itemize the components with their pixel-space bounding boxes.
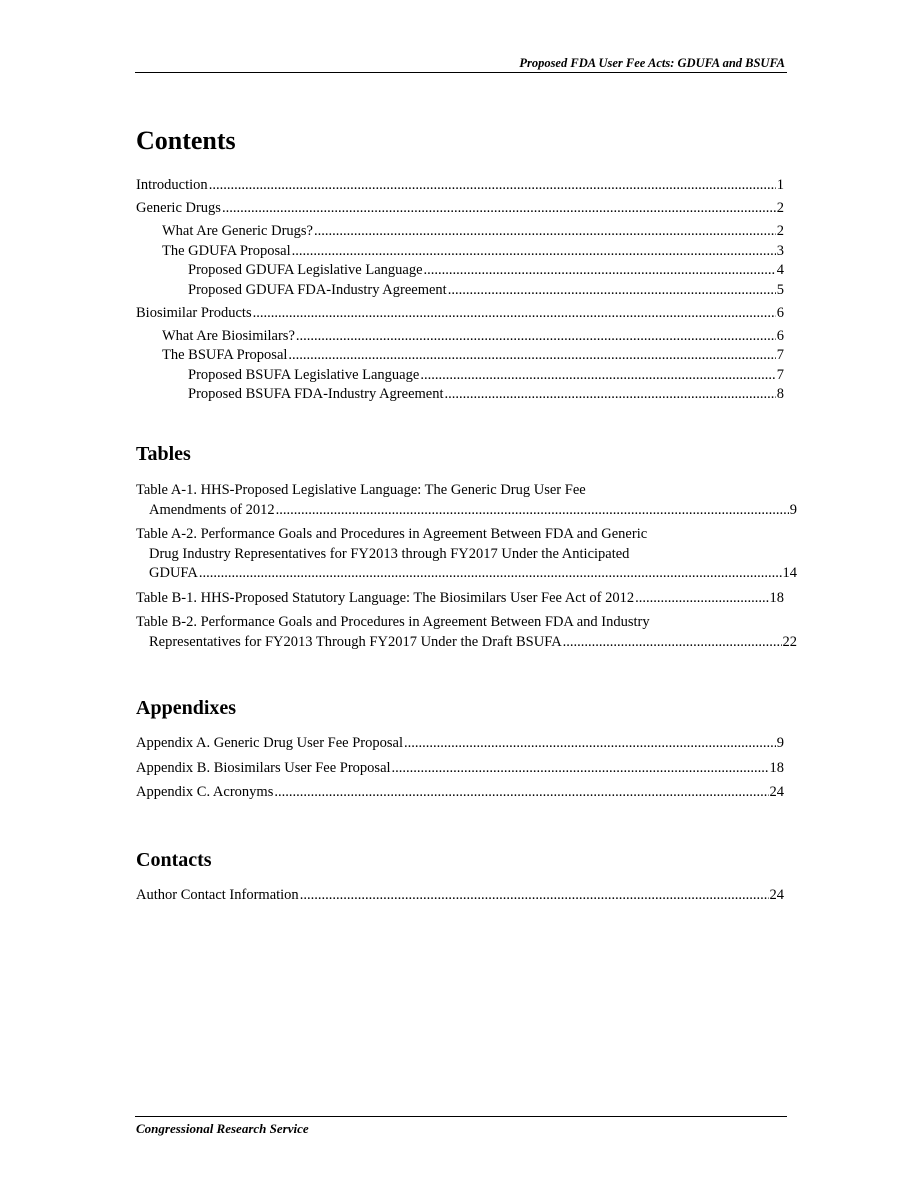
tables-list: [136, 481, 797, 652]
toc-entry-appendix-b[interactable]: [136, 759, 784, 779]
contacts-heading: Contacts: [136, 849, 212, 871]
toc-page: 2: [776, 200, 784, 216]
toc-page: 18: [769, 759, 784, 776]
toc-label-line: Table B-2. Performance Goals and Procedures in Agreement Between FDA and Industry: [136, 614, 650, 630]
toc-page: 7: [776, 347, 784, 363]
toc-label: Appendix A. Generic Drug User Fee Proposal: [136, 735, 403, 751]
toc-page: 18: [769, 589, 784, 606]
toc-page: 3: [776, 242, 784, 259]
appendixes-list: [136, 734, 784, 808]
toc-label: Proposed BSUFA FDA-Industry Agreement: [188, 386, 444, 402]
toc-leader: [296, 327, 776, 347]
toc-label-line: Drug Industry Representatives for FY2013 through FY2017 Under the Anticipated: [149, 545, 630, 562]
toc-leader: [392, 759, 769, 779]
appendixes-heading: Appendixes: [136, 697, 237, 719]
toc-page: 4: [776, 262, 784, 278]
toc-page: 24: [769, 784, 784, 800]
toc-label: The BSUFA Proposal: [162, 347, 288, 363]
toc-label: Generic Drugs: [136, 200, 221, 216]
toc-label: Biosimilar Products: [136, 304, 252, 321]
toc-page: 14: [782, 565, 797, 581]
toc-entry-table-a2[interactable]: [136, 525, 797, 584]
toc-page: 7: [776, 366, 784, 383]
toc-entry-table-a1[interactable]: [136, 481, 797, 520]
header-rule: [135, 72, 787, 73]
footer-rule: [135, 1116, 787, 1117]
toc-label-line: Table A-1. HHS-Proposed Legislative Language: The Generic Drug User Fee: [136, 482, 586, 498]
toc-label-line: Table A-2. Performance Goals and Procedures in Agreement Between FDA and Generic: [136, 526, 648, 542]
toc-entry-generic-drugs[interactable]: [136, 199, 784, 219]
toc-leader: [448, 281, 776, 301]
toc-leader: [222, 199, 776, 219]
toc-leader: [314, 222, 776, 242]
toc-page: 1: [776, 177, 784, 193]
toc-page: 2: [776, 223, 784, 239]
toc-leader: [445, 385, 776, 405]
toc-label: What Are Generic Drugs?: [162, 223, 313, 239]
toc-page: 9: [776, 735, 784, 751]
toc-page: 6: [776, 327, 784, 344]
toc-entry-bsufa-industry-agreement[interactable]: [136, 385, 784, 405]
contents-heading: Contents: [136, 126, 236, 155]
toc-label: Author Contact Information: [136, 887, 299, 903]
toc-leader: [420, 366, 775, 386]
toc-entry-gdufa-legislative-language[interactable]: [136, 261, 784, 281]
toc-entry-introduction[interactable]: [136, 176, 784, 196]
toc-label: Introduction: [136, 177, 208, 193]
toc-entry-gdufa-industry-agreement[interactable]: [136, 281, 784, 301]
toc-label: The GDUFA Proposal: [162, 242, 291, 259]
toc-page: 6: [776, 304, 784, 321]
toc-entry-appendix-c[interactable]: [136, 783, 784, 803]
toc-label: What Are Biosimilars?: [162, 327, 295, 344]
toc-entry-gdufa-proposal[interactable]: [136, 242, 784, 262]
toc-label: Table B-1. HHS-Proposed Statutory Language: The Biosimilars User Fee Act of 2012: [136, 589, 635, 606]
toc-leader: [300, 886, 769, 906]
toc-leader: [563, 633, 782, 653]
toc-entry-table-b2[interactable]: [136, 613, 797, 652]
toc-entry-appendix-a[interactable]: [136, 734, 784, 754]
toc-leader: [253, 304, 776, 324]
toc-leader: [209, 176, 776, 196]
toc-entry-bsufa-legislative-language[interactable]: [136, 366, 784, 386]
toc-leader: [424, 261, 776, 281]
toc-page: 8: [776, 386, 784, 402]
running-footer: Congressional Research Service: [136, 1121, 309, 1136]
running-header: Proposed FDA User Fee Acts: GDUFA and BSUFA: [519, 56, 785, 70]
toc-label: Appendix C. Acronyms: [136, 784, 274, 800]
toc-label: Amendments of 2012: [149, 501, 275, 518]
toc-entry-what-are-biosimilars[interactable]: [136, 327, 784, 347]
toc-entry-table-b1[interactable]: [136, 589, 784, 609]
toc-page: 22: [782, 633, 797, 650]
toc-page: 9: [789, 501, 797, 518]
toc-page: 24: [769, 887, 784, 903]
toc-page: 5: [776, 281, 784, 298]
toc-label: Representatives for FY2013 Through FY2017 Under the Draft BSUFA: [149, 633, 562, 650]
toc-entry-bsufa-proposal[interactable]: [136, 346, 784, 366]
toc-entry-biosimilar-products[interactable]: [136, 304, 784, 324]
toc-leader: [292, 242, 776, 262]
toc-label: Proposed BSUFA Legislative Language: [188, 366, 420, 383]
toc-leader: [276, 501, 789, 521]
tables-heading: Tables: [136, 443, 191, 465]
toc-label: Appendix B. Biosimilars User Fee Proposal: [136, 759, 391, 776]
contacts-list: [136, 886, 784, 906]
toc-leader: [635, 589, 768, 609]
toc-label: GDUFA: [149, 565, 198, 581]
contents-list: [136, 176, 784, 405]
toc-label: Proposed GDUFA Legislative Language: [188, 262, 423, 278]
toc-entry-author-contact[interactable]: [136, 886, 784, 906]
toc-leader: [404, 734, 776, 754]
toc-entry-what-are-generic-drugs[interactable]: [136, 222, 784, 242]
toc-leader: [274, 783, 768, 803]
toc-leader: [199, 564, 782, 584]
toc-label: Proposed GDUFA FDA-Industry Agreement: [188, 281, 447, 298]
toc-leader: [288, 346, 775, 366]
